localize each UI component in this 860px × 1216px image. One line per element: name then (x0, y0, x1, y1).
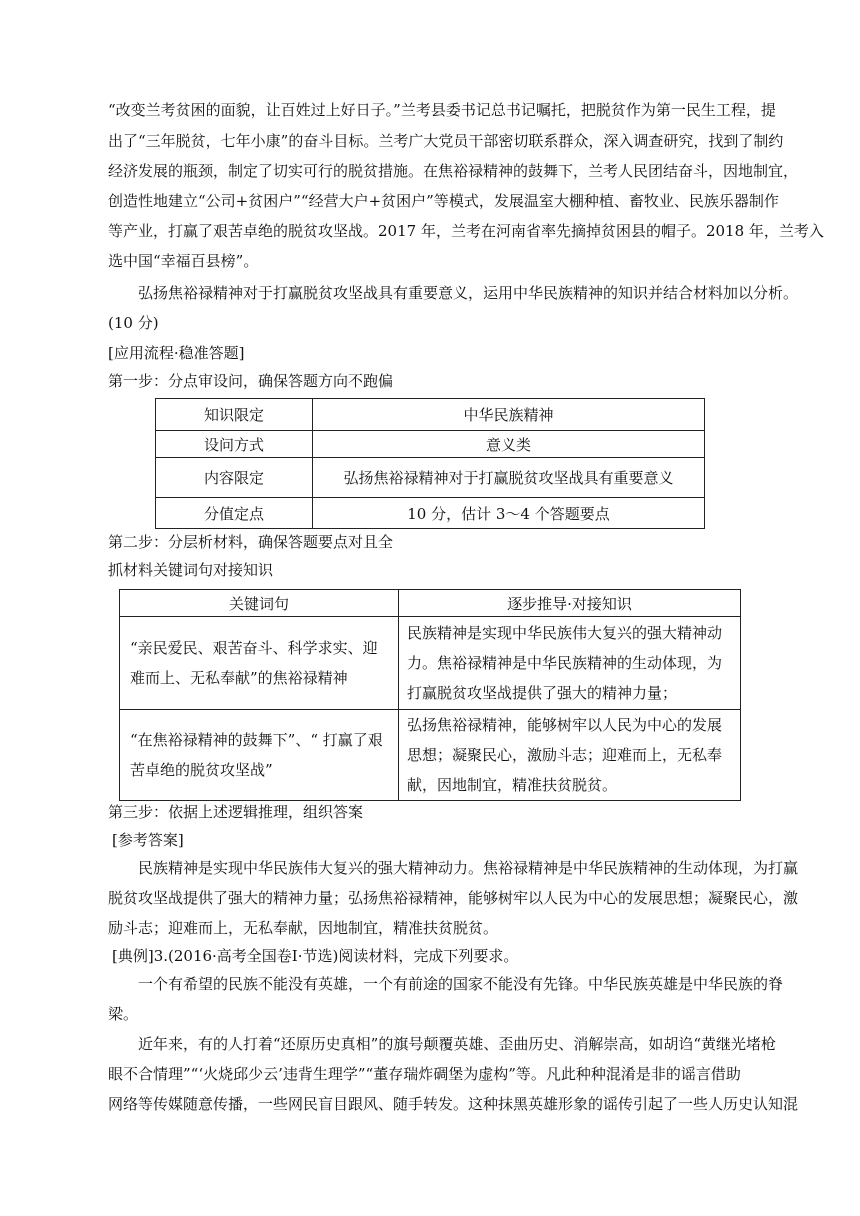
paragraph-1-line-4: 创造性地建立“公司+贫困户”“经营大户+贫困户”等模式，发展温室大棚种植、畜牧业、民族乐器制作 (108, 192, 779, 210)
analysis-table (155, 398, 705, 529)
column-header-keywords: 关键词句 (120, 590, 399, 617)
paragraph-3-line-1: 近年来，有的人打着“还原历史真相”的旗号颠覆英雄、歪曲历史、消解崇高，如胡诌“黄继光堵枪 (138, 1035, 777, 1053)
cell-line: “在焦裕禄精神的鼓舞下”、“ 打赢了艰 (130, 731, 383, 749)
paragraph-3-line-2: 眼不合情理”“‘火烧邱少云’违背生理学”“董存瑞炸碉堡为虚构”等。凡此种种混淆是非的谣言借助 (108, 1065, 741, 1083)
cell-line: 献，因地制宜，精准扶贫脱贫。 (407, 776, 618, 794)
table-row (120, 710, 741, 801)
column-header-knowledge: 逐步推导·对接知识 (399, 590, 741, 617)
example-heading: [典例]3.(2016·高考全国卷Ⅰ·节选)阅读材料，完成下列要求。 (112, 947, 519, 965)
paragraph-1-line-5: 等产业，打赢了艰苦卓绝的脱贫攻坚战。2017 年，兰考在河南省率先摘掉贫困县的帽子。2018 年，兰考入 (108, 222, 824, 240)
table-cell-knowledge (399, 617, 741, 710)
paragraph-1-line-6: 选中国“幸福百县榜”。 (108, 252, 259, 270)
paragraph-1-line-2: 出了“三年脱贫，七年小康”的奋斗目标。兰考广大党员干部密切联系群众，深入调查研究，找到了制约 (108, 132, 784, 150)
paragraph-3-line-3: 网络等传媒随意传播，一些网民盲目跟风、随手转发。这种抹黑英雄形象的谣传引起了一些人历史认知混 (108, 1095, 799, 1113)
table-cell-keywords (120, 710, 399, 801)
cell-line: 打赢脱贫攻坚战提供了强大的精神力量； (407, 684, 678, 702)
table-cell-value: 弘扬焦裕禄精神对于打赢脱贫攻坚战具有重要意义 (313, 458, 705, 498)
table-cell-value: 意义类 (313, 431, 705, 458)
paragraph-1-line-3: 经济发展的瓶颈，制定了切实可行的脱贫措施。在焦裕禄精神的鼓舞下，兰考人民团结奋斗，因地制宜， (108, 162, 799, 180)
paragraph-2-line-2: 梁。 (108, 1005, 139, 1023)
section-label: [应用流程·稳准答题] (108, 344, 245, 362)
table-cell-value: 10 分，估计 3～4 个答题要点 (313, 498, 705, 529)
cell-line: 弘扬焦裕禄精神，能够树牢以人民为中心的发展 (407, 716, 723, 734)
step-2-subtitle: 抓材料关键词句对接知识 (108, 561, 274, 579)
keywords-table (119, 589, 741, 801)
paragraph-1-line-1: “改变兰考贫困的面貌，让百姓过上好日子。”兰考县委书记总书记嘱托，把脱贫作为第一民生工程，提 (108, 101, 776, 119)
answer-line-1: 民族精神是实现中华民族伟大复兴的强大精神动力。焦裕禄精神是中华民族精神的生动体现，为打赢 (138, 859, 799, 877)
table-cell-key: 分值定点 (156, 498, 313, 529)
table-row (156, 399, 705, 431)
answer-line-3: 励斗志；迎难而上，无私奉献，因地制宜，精准扶贫脱贫。 (108, 919, 499, 937)
reference-answer-label: [参考答案] (112, 831, 184, 849)
table-cell-key: 知识限定 (156, 399, 313, 431)
paragraph-2-line-1: 一个有希望的民族不能没有英雄，一个有前途的国家不能没有先锋。中华民族英雄是中华民族的脊 (138, 975, 784, 993)
cell-line: 难而上、无私奉献”的焦裕禄精神 (130, 669, 348, 687)
cell-line: 民族精神是实现中华民族伟大复兴的强大精神动 (407, 624, 723, 642)
table-cell-keywords (120, 617, 399, 710)
step-3: 第三步：依据上述逻辑推理，组织答案 (108, 803, 364, 821)
table-cell-value: 中华民族精神 (313, 399, 705, 431)
question-points: (10 分) (108, 314, 159, 332)
cell-line: 思想；凝聚民心，激励斗志；迎难而上，无私奉 (407, 746, 723, 764)
table-row (156, 458, 705, 498)
step-2: 第二步：分层析材料，确保答题要点对且全 (108, 533, 394, 551)
question-line-1: 弘扬焦裕禄精神对于打赢脱贫攻坚战具有重要意义，运用中华民族精神的知识并结合材料加以分析。 (138, 284, 799, 302)
table-row (120, 617, 741, 710)
table-cell-key: 设问方式 (156, 431, 313, 458)
cell-line: 苦卓绝的脱贫攻坚战” (130, 761, 273, 779)
answer-line-2: 脱贫攻坚战提供了强大的精神力量；弘扬焦裕禄精神，能够树牢以人民为中心的发展思想；凝聚民心，激 (108, 889, 799, 907)
table-cell-knowledge (399, 710, 741, 801)
cell-line: “亲民爱民、艰苦奋斗、科学求实、迎 (130, 639, 378, 657)
table-row (156, 431, 705, 458)
table-cell-key: 内容限定 (156, 458, 313, 498)
step-1: 第一步：分点审设问，确保答题方向不跑偏 (108, 372, 394, 390)
table-row (156, 498, 705, 529)
table-header-row (120, 590, 741, 617)
cell-line: 力。焦裕禄精神是中华民族精神的生动体现，为 (407, 654, 723, 672)
